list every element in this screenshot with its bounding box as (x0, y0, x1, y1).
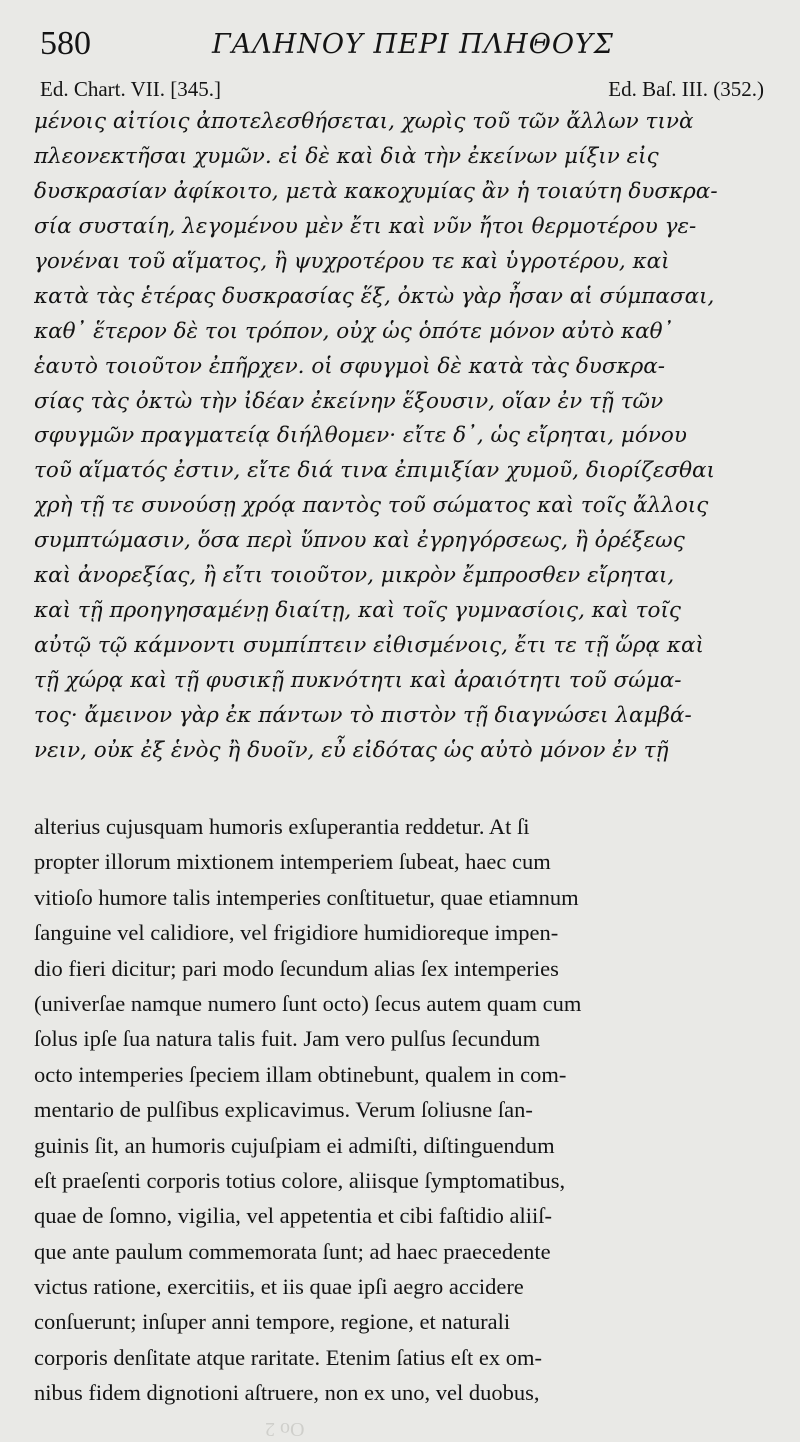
latin-text-line: quae de ſomno, vigilia, vel appetentia et cibi faſtidio aliiſ- (34, 1203, 552, 1229)
greek-text-line: μένοις αἰτίοις ἀποτελεσθήσεται, χωρὶς τοῦ τῶν ἄλλων τινὰ (34, 109, 694, 134)
latin-text-line: mentario de pulſibus explicavimus. Verum ſoliusne ſan- (34, 1097, 533, 1123)
greek-text-line: πλεονεκτῆσαι χυμῶν. εἰ δὲ καὶ διὰ τὴν ἐκείνων μίξιν εἰς (34, 143, 659, 169)
greek-text-block (34, 105, 768, 769)
greek-text-line: τος· ἄμεινον γὰρ ἐκ πάντων τὸ πιστὸν τῇ διαγνώσει λαμβά- (34, 702, 692, 728)
greek-text-line: σίας τὰς ὀκτὼ τὴν ἰδέαν ἐκείνην ἕξουσιν, οἵαν ἐν τῇ τῶν (34, 388, 664, 414)
greek-text-line: συμπτώμασιν, ὅσα περὶ ὕπνου καὶ ἐγρηγόρσεως, ἢ ὀρέξεως (34, 528, 685, 554)
latin-text-line: nibus fidem dignotioni aſtruere, non ex uno, vel duobus, (34, 1380, 540, 1406)
signature-mark: Oo 2 (265, 1418, 305, 1440)
latin-text-line: conſuerunt; inſuper anni tempore, regione, et naturali (34, 1309, 511, 1335)
latin-text-line: corporis denſitate atque raritate. Etenim ſatius eſt ex om- (34, 1344, 542, 1370)
greek-text-line: καθ᾽ ἕτερον δὲ τοι τρόπον, οὐχ ὡς ὁπότε μόνον αὐτὸ καθ᾽ (34, 318, 674, 344)
greek-text-line: δυσκρασίαν ἀφίκοιτο, μετὰ κακοχυμίας ἂν ἡ τοιαύτη δυσκρα- (34, 178, 718, 204)
latin-text-line: victus ratione, exercitiis, et iis quae ipſi aegro accidere (34, 1274, 524, 1300)
greek-text-line: σία συσταίη, λεγομένου μὲν ἔτι καὶ νῦν ἤτοι θερμοτέρου γε- (34, 213, 697, 239)
latin-text-line: guinis ſit, an humoris cujuſpiam ei admiſti, diſtinguendum (34, 1132, 555, 1158)
latin-text-line: dio fieri dicitur; pari modo ſecundum alias ſex intemperies (34, 955, 559, 981)
greek-text-line: χρὴ τῇ τε συνούσῃ χρόᾳ παντὸς τοῦ σώματος καὶ τοῖς ἄλλοις (34, 493, 709, 519)
greek-text-line: ἑαυτὸ τοιοῦτον ἐπῆρχεν. οἱ σφυγμοὶ δὲ κατὰ τὰς δυσκρα- (34, 353, 666, 379)
greek-text-line: σφυγμῶν πραγματείᾳ διήλθομεν· εἴτε δ᾽, ὡς εἴρηται, μόνου (34, 423, 687, 449)
greek-text-line: τοῦ αἵματός ἐστιν, εἴτε διά τινα ἐπιμιξίαν χυμοῦ, διορίζεσθαι (34, 458, 715, 484)
latin-text-line: eſt praeſenti corporis totius colore, aliisque ſymptomatibus, (34, 1167, 566, 1193)
latin-text-line: que ante paulum commemorata ſunt; ad haec praecedente (34, 1238, 551, 1264)
edition-reference-left: Ed. Chart. VII. [345.] (40, 77, 221, 101)
latin-text-line: vitioſo humore talis intemperies conſtituetur, quae etiamnum (34, 884, 579, 910)
greek-text-line: κατὰ τὰς ἑτέρας δυσκρασίας ἕξ, ὀκτὼ γὰρ ἦσαν αἱ σύμπασαι, (34, 283, 715, 309)
edition-reference-right: Ed. Baſ. III. (352.) (608, 77, 764, 101)
greek-text-line: γονέναι τοῦ αἵματος, ἢ ψυχροτέρου τε καὶ ὑγροτέρου, καὶ (34, 248, 670, 274)
greek-text-line: νειν, οὐκ ἐξ ἑνὸς ἢ δυοῖν, εὖ εἰδότας ὡς αὐτὸ μόνον ἐν τῇ (34, 737, 669, 763)
greek-text-line: τῇ χώρᾳ καὶ τῇ φυσικῇ πυκνότητι καὶ ἀραιότητι τοῦ σώμα- (34, 668, 682, 693)
latin-text-block (34, 809, 768, 1411)
latin-text-line: alterius cujusquam humoris exſuperantia reddetur. At ſi (34, 814, 530, 839)
latin-text-line: octo intemperies ſpeciem illam obtinebunt, qualem in com- (34, 1061, 567, 1087)
latin-text-line: (univerſae namque numero ſunt octo) ſecus autem quam cum (34, 990, 582, 1016)
greek-text-line: καὶ τῇ προηγησαμένῃ διαίτῃ, καὶ τοῖς γυμνασίοις, καὶ τοῖς (34, 598, 681, 624)
page-number: 580 (40, 25, 91, 62)
latin-text-line: ſanguine vel calidiore, vel frigidiore humidioreque impen- (34, 920, 559, 946)
latin-text-line: ſolus ipſe ſua natura talis fuit. Jam vero pulſus ſecundum (34, 1026, 541, 1052)
running-title: ΓΑΛΗΝΟΥ ΠΕΡΙ ΠΛΗΘΟΥΣ (212, 29, 614, 60)
latin-text-line: propter illorum mixtionem intemperiem ſubeat, haec cum (34, 849, 551, 875)
greek-text-line: αὐτῷ τῷ κάμνοντι συμπίπτειν εἰθισμένοις, ἔτι τε τῇ ὥρᾳ καὶ (34, 633, 704, 659)
greek-text-line: καὶ ἀνορεξίας, ἢ εἴτι τοιοῦτον, μικρὸν ἔμπροσθεν εἴρηται, (34, 563, 675, 589)
